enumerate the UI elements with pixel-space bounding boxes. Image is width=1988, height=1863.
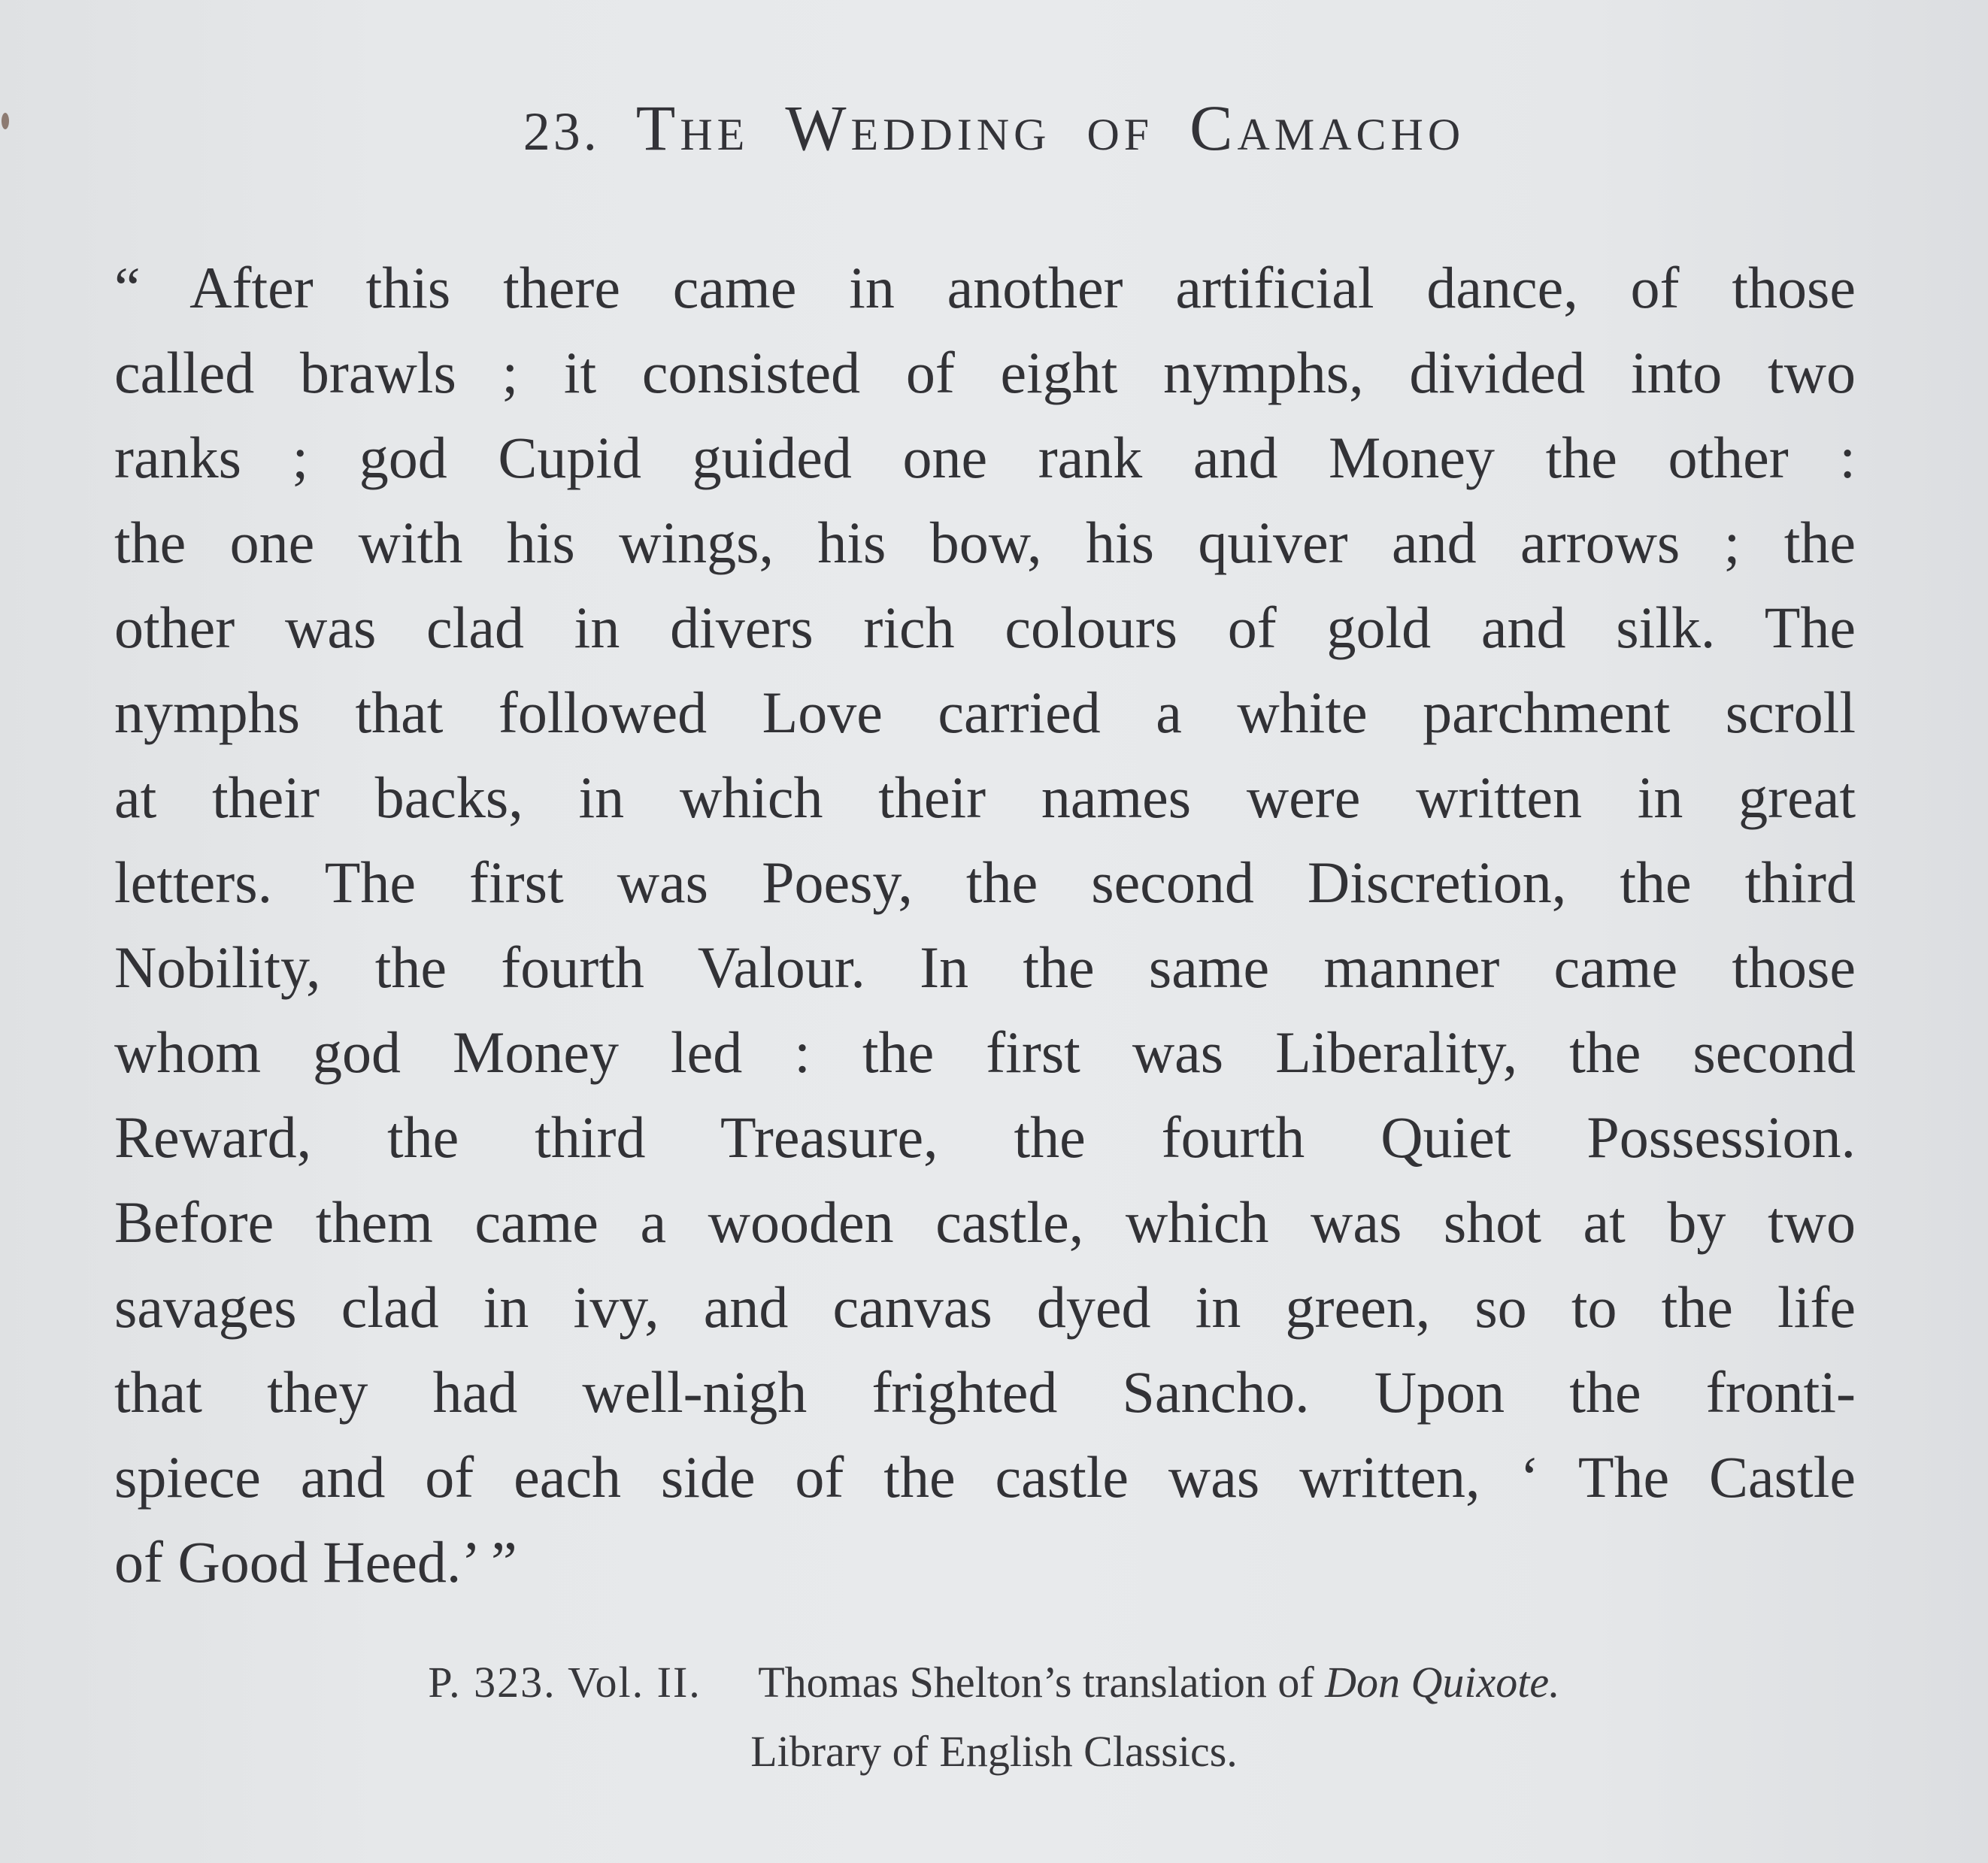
passage-line: Reward, the third Treasure, the fourth Quiet Possession.	[114, 1104, 1856, 1170]
heading-initial-the: T	[635, 92, 680, 164]
heading-word-of: OF	[1086, 110, 1154, 159]
passage-line: of Good Heed.’ ”	[114, 1529, 517, 1595]
quoted-passage	[114, 245, 1856, 1604]
passage-line: called brawls ; it consisted of eight nymphs, divided into two	[114, 340, 1856, 405]
citation-work-title: Don Quixote.	[1325, 1658, 1560, 1707]
passage-line: spiece and of each side of the castle was written, ‘ The Castle	[114, 1444, 1856, 1510]
passage-line: savages clad in ivy, and canvas dyed in green, so to the life	[114, 1274, 1856, 1340]
heading-word-the: HE	[680, 110, 750, 159]
citation-line-1	[0, 1650, 1988, 1715]
passage-line: that they had well-nigh frighted Sancho. Upon the fronti-	[114, 1359, 1856, 1425]
passage-line: at their backs, in which their names were written in great	[114, 765, 1856, 830]
passage-line: whom god Money led : the first was Liberality, the second	[114, 1019, 1856, 1085]
citation-reference: P. 323. Vol. II.	[428, 1658, 702, 1707]
passage-line: ranks ; god Cupid guided one rank and Money the other :	[114, 425, 1856, 490]
passage-line: nymphs that followed Love carried a white parchment scroll	[114, 680, 1856, 745]
passage-line: letters. The first was Poesy, the second Discretion, the third	[114, 850, 1856, 915]
passage-line: the one with his wings, his bow, his quiver and arrows ; the	[114, 510, 1856, 575]
citation-series: Library of English Classics.	[750, 1727, 1238, 1776]
passage-line: other was clad in divers rich colours of gold and silk. The	[114, 595, 1856, 660]
heading-initial-wedding: W	[785, 92, 851, 164]
source-citation	[0, 1650, 1988, 1784]
chapter-heading	[0, 90, 1988, 165]
passage-line: “ After this there came in another artificial dance, of those	[114, 255, 1856, 320]
citation-translator: Thomas Shelton’s translation of	[758, 1658, 1314, 1707]
heading-number: 23.	[523, 101, 600, 162]
heading-initial-camacho: C	[1189, 92, 1238, 164]
heading-word-camacho: AMACHO	[1237, 110, 1465, 159]
passage-line: Before them came a wooden castle, which was shot at by two	[114, 1189, 1856, 1255]
passage-line: Nobility, the fourth Valour. In the same manner came those	[114, 935, 1856, 1000]
heading-word-wedding: EDDING	[850, 110, 1051, 159]
